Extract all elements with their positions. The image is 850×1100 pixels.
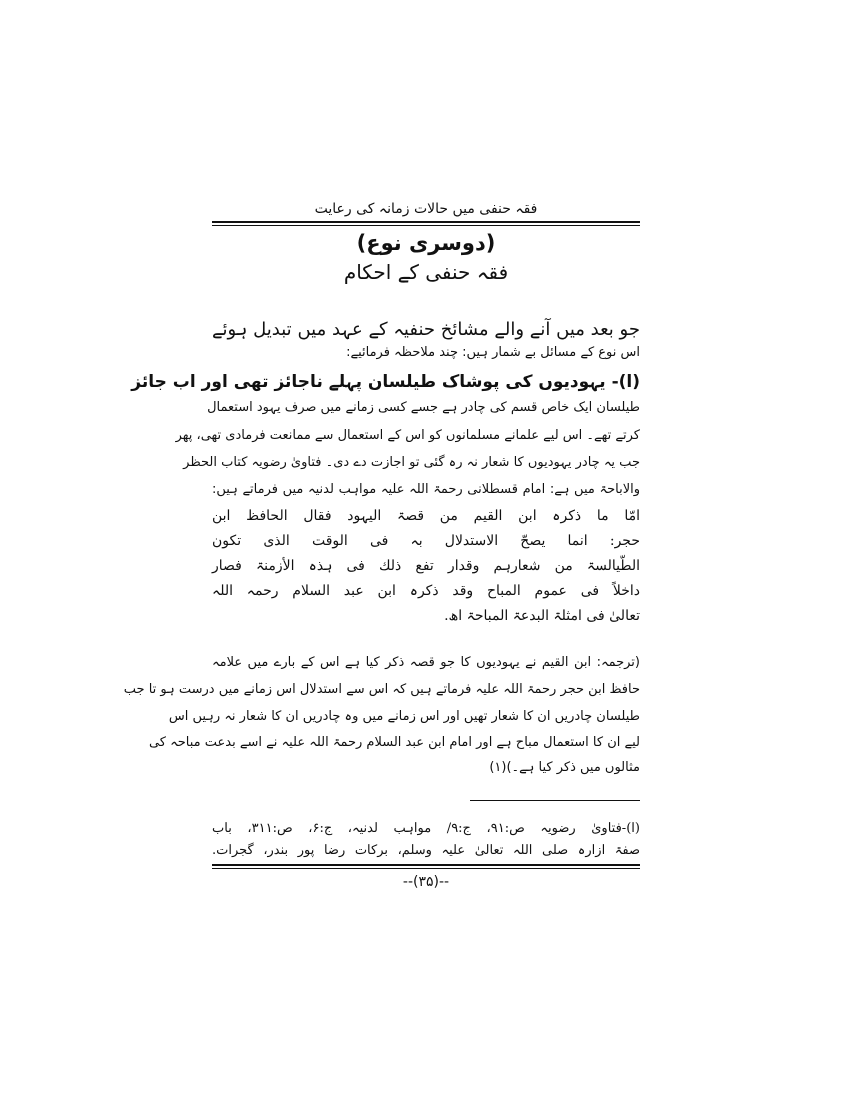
footnote-line: صفۃ ازارہ صلی اللہ تعالیٰ علیہ وسلم، برکات رضا پور بندر، گجرات. — [212, 843, 640, 858]
translation-line: طیلسان چادریں ان کا شعار تھیں اور اس زمانے میں وہ چادریں ان کا شعار نہ رہیں اس — [168, 709, 640, 724]
translation-line: لیے ان کا استعمال مباح ہے اور امام ابن عبد السلام رحمۃ اللہ علیہ نے اسے بدعت مباحہ کی — [148, 735, 640, 750]
paragraph-line: طیلسان ایک خاص قسم کی چادر ہے جسے کسی زمانے میں صرف یہود استعمال — [207, 400, 640, 415]
footnote-rule — [470, 800, 640, 801]
heading: جو بعد میں آنے والے مشائخ حنفیہ کے عہد میں تبدیل ہوئے — [212, 319, 640, 340]
quote-line: تعالیٰ فی امثلۃ البدعۃ المباحۃ اھ. — [444, 608, 640, 624]
translation-line: حافظ ابن حجر رحمۃ اللہ علیہ فرماتے ہیں کہ اس سے استدلال اس زمانے میں درست ہو تا جب — [123, 682, 640, 697]
quote-line: داخلاً فی عموم المباح وقد ذکرہ ابن عبد السلام رحمہ اللہ — [212, 583, 640, 599]
quote-line: الطّیالسۃ من شعارہم وقدار تفع ذلك فی ہذہ الأزمنۃ فصار — [212, 558, 640, 574]
translation-line: مثالوں میں ذکر کیا ہے۔)(۱) — [489, 760, 640, 775]
header-rule-thin — [212, 225, 640, 226]
item-heading: (ا)- یہودیوں کی پوشاک طیلسان پہلے ناجائز تھی اور اب جائز — [131, 372, 640, 392]
paragraph-line: والاباحۃ میں ہے: امام قسطلانی رحمۃ اللہ علیہ مواہب لدنیہ میں فرماتے ہیں: — [212, 482, 640, 497]
footer-rule — [212, 864, 640, 866]
running-header: فقہ حنفی میں حالات زمانہ کی رعایت — [314, 201, 538, 217]
footnote-line: (ا)-فتاویٰ رضویہ ص:۹۱، ج:۹/ مواہب لدنیہ، ج:۶، ص:۳۱۱، باب — [212, 821, 640, 836]
footer-rule-thin — [212, 868, 640, 869]
quote-line: امّا ما ذکرہ ابن القیم من قصۃ الیہود فقال الحافظ ابن — [212, 508, 640, 524]
quote-line: حجر: انما یصحّ الاستدلال بہ فی الوقت الذی تکون — [212, 533, 640, 549]
header-rule — [212, 221, 640, 223]
page-number: --(۳۵)-- — [402, 874, 450, 890]
section-title: (دوسری نوع) — [356, 231, 496, 255]
paragraph-line: کرتے تھے۔ اس لیے علمانے مسلمانوں کو اس کے استعمال سے ممانعت فرمادی تھی، پھر — [175, 428, 640, 443]
intro-text: اس نوع کے مسائل بے شمار ہیں: چند ملاحظہ فرمائیے: — [346, 345, 640, 360]
translation-line: (ترجمہ: ابن القیم نے یہودیوں کا جو قصہ ذکر کیا ہے اس کے بارے میں علامہ — [212, 655, 640, 670]
section-subtitle: فقہ حنفی کے احکام — [343, 260, 509, 284]
paragraph-line: جب یہ چادر یہودیوں کا شعار نہ رہ گئی تو اجازت دے دی۔ فتاویٰ رضویہ کتاب الحظر — [183, 455, 640, 470]
